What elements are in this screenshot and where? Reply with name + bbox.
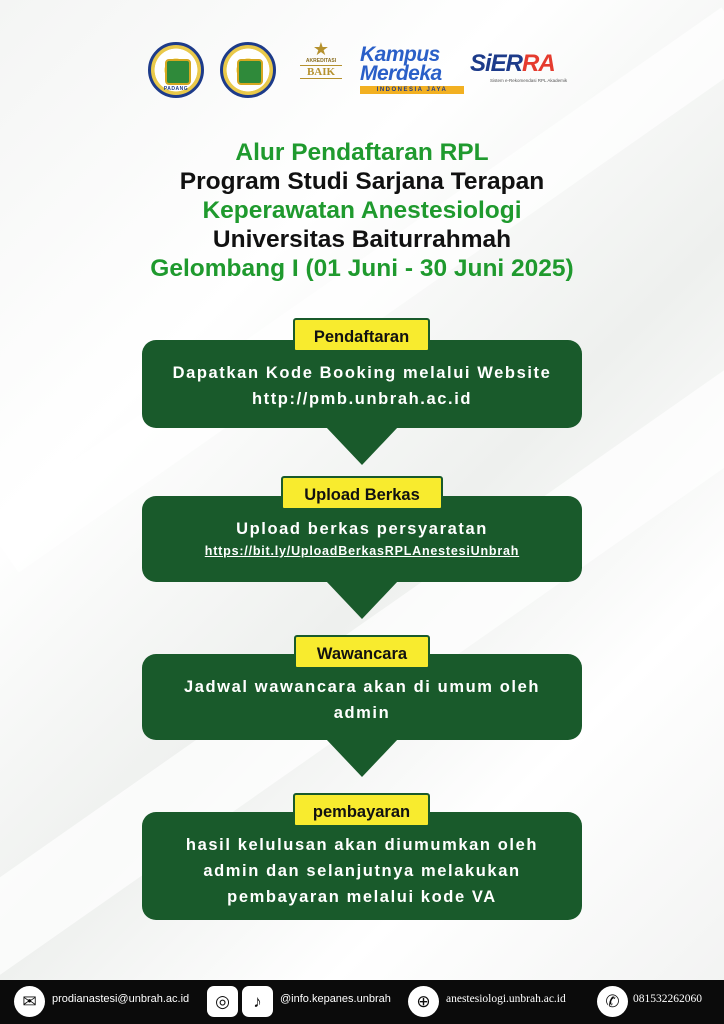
akreditasi-badge: ★ AKREDITASI BAIK bbox=[294, 40, 348, 102]
step-text: admin dan selanjutnya melakukan bbox=[203, 862, 521, 880]
star-icon: ★ bbox=[312, 39, 330, 59]
title-line-4: Universitas Baiturrahmah bbox=[212, 226, 512, 253]
title-line-1: Alur Pendaftaran RPL bbox=[235, 139, 489, 166]
logo-bar bbox=[148, 38, 588, 108]
step-label-pembayaran: pembayaran bbox=[293, 793, 430, 827]
website-link[interactable]: http://pmb.unbrah.ac.id bbox=[251, 390, 473, 408]
step-text: Jadwal wawancara akan di umum oleh bbox=[183, 678, 541, 696]
email-icon: ✉ bbox=[14, 986, 45, 1017]
title-line-5: Gelombang I (01 Juni - 30 Juni 2025) bbox=[150, 255, 574, 282]
sierra-logo: SiERRA Sistem e-Rekomendasi RPL Akademik bbox=[470, 50, 568, 83]
upload-berkas-link[interactable]: https://bit.ly/UploadBerkasRPLAnestesiUnbrah bbox=[204, 544, 520, 558]
email-link[interactable]: prodianastesi@unbrah.ac.id bbox=[52, 993, 190, 1005]
title-line-3: Keperawatan Anestesiologi bbox=[202, 197, 522, 224]
universitas-baiturrahmah-logo: PADANG bbox=[148, 42, 204, 98]
tiktok-icon[interactable]: ♪ bbox=[242, 986, 273, 1017]
step-label-pendaftaran: Pendaftaran bbox=[293, 318, 430, 352]
fakultas-vokasi-logo bbox=[220, 42, 276, 98]
contact-footer bbox=[0, 980, 724, 1024]
globe-icon: ⊕ bbox=[408, 986, 439, 1017]
title-line-2: Program Studi Sarjana Terapan bbox=[179, 168, 545, 195]
kampus-merdeka-logo: Kampus Merdeka INDONESIA JAYA bbox=[360, 46, 464, 94]
instagram-icon[interactable]: ◎ bbox=[207, 986, 238, 1017]
phone-number[interactable]: 081532262060 bbox=[633, 993, 702, 1005]
page-title bbox=[0, 138, 724, 283]
step-text: Upload berkas persyaratan bbox=[236, 520, 488, 538]
flow-arrow bbox=[326, 427, 398, 465]
step-text: pembayaran melalui kode VA bbox=[227, 888, 497, 906]
flow-arrow bbox=[326, 739, 398, 777]
phone-icon: ✆ bbox=[597, 986, 628, 1017]
step-label-wawancara: Wawancara bbox=[294, 635, 430, 669]
step-label-upload-berkas: Upload Berkas bbox=[281, 476, 443, 510]
flow-arrow bbox=[326, 581, 398, 619]
step-text: Dapatkan Kode Booking melalui Website bbox=[172, 364, 552, 382]
step-text: hasil kelulusan akan diumumkan oleh bbox=[185, 836, 539, 854]
social-handle[interactable]: @info.kepanes.unbrah bbox=[280, 993, 391, 1005]
website-footer-link[interactable]: anestesiologi.unbrah.ac.id bbox=[446, 993, 566, 1005]
step-text: admin bbox=[333, 704, 391, 722]
